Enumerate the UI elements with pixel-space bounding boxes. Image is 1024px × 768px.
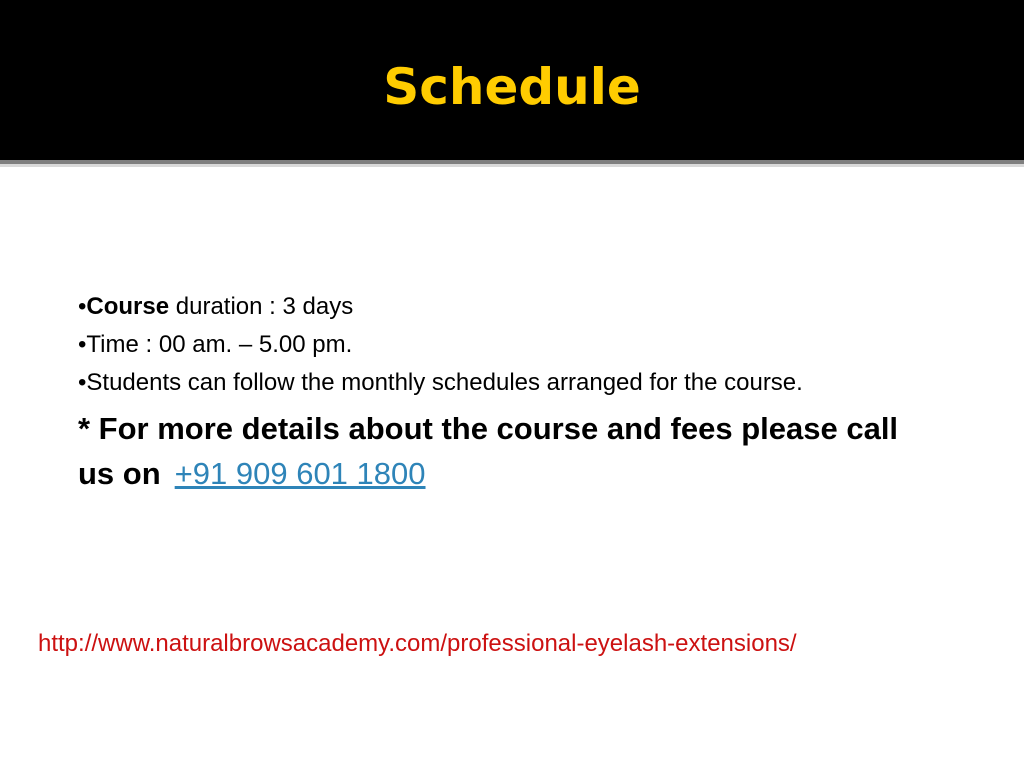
phone-link[interactable]: +91 909 601 1800	[174, 456, 426, 491]
bullet-text: duration : 3 days	[169, 293, 354, 320]
bullet-students	[78, 364, 918, 402]
bullet-bold-label: Course	[86, 293, 170, 320]
bullet-marker: •	[78, 331, 87, 358]
slide-title: Schedule	[383, 58, 641, 116]
bullet-time	[78, 326, 918, 364]
bullet-text: Students can follow the monthly schedules arranged for the course.	[86, 369, 803, 396]
title-bar	[0, 0, 1024, 160]
bullet-marker: •	[78, 293, 87, 320]
bullet-marker: •	[78, 369, 87, 396]
callout-text: * For more details about the course and fees please call us on	[78, 411, 899, 491]
title-divider-highlight	[0, 164, 1024, 167]
source-url: http://www.naturalbrowsacademy.com/professional-eyelash-extensions/	[38, 630, 797, 657]
slide-content	[78, 288, 918, 496]
bullet-text: Time : 00 am. – 5.00 pm.	[86, 331, 353, 358]
bullet-course-duration	[78, 288, 918, 326]
contact-callout	[78, 406, 918, 496]
